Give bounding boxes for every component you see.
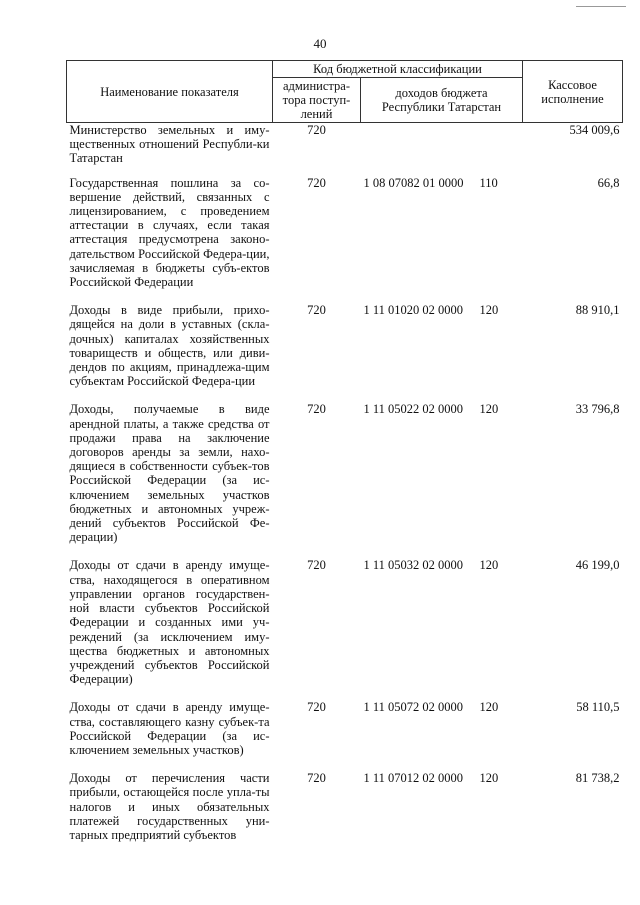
row-amount: 33 796,8 (575, 402, 620, 417)
row-kbk: 1 11 01020 02 0000 (363, 303, 464, 318)
row-subcode: 120 (479, 558, 499, 573)
revenue-table (66, 60, 623, 856)
row-subcode: 120 (479, 771, 499, 786)
table-row (67, 303, 623, 402)
row-revenue-code (361, 176, 523, 304)
row-admin-code: 720 (307, 123, 326, 137)
row-subcode: 120 (479, 700, 499, 715)
page-number: 40 (313, 36, 327, 51)
row-name: Доходы от сдачи в аренду имуще-ства, находящегося в оперативном управлении органов государствен-ной власти субъектов Российской Федерации и созданных ими уч-реждений (за исключением иму-щества бюджетных и автономных учреждений субъектов Российской Федерации) (69, 558, 270, 687)
row-name: Доходы от перечисления части прибыли, остающейся после упла-ты налогов и иных обязательных платежей государственных уни-тарных предприятий субъектов (69, 771, 270, 842)
row-kbk: 1 11 05072 02 0000 (363, 700, 464, 715)
row-name: Министерство земельных и иму-щественных отношений Республи-ки Татарстан (69, 123, 270, 166)
row-admin-code: 720 (307, 771, 326, 786)
header-row-1 (67, 61, 623, 78)
row-subcode: 120 (479, 303, 499, 318)
row-revenue-code (361, 700, 523, 771)
row-admin-code: 720 (307, 402, 326, 417)
header-revenue-code: доходов бюджета Республики Татарстан (361, 78, 523, 123)
row-amount: 534 009,6 (569, 123, 620, 137)
row-name: Доходы в виде прибыли, прихо-дящейся на доли в уставных (скла-дочных) капиталах хозяйственных товариществ и обществ, или диви-дендов по акциям, принадлежа-щим субъектам Российской Федера-ции (69, 303, 270, 389)
table-row (67, 558, 623, 700)
row-amount: 66,8 (597, 175, 620, 190)
row-amount: 88 910,1 (575, 303, 620, 318)
table-row (67, 700, 623, 771)
row-kbk: 1 11 07012 02 0000 (363, 771, 464, 786)
row-revenue-code (361, 402, 523, 558)
row-subcode: 120 (479, 402, 499, 417)
row-name: Доходы, получаемые в виде арендной платы, а также средства от продажи права на заключение договоров аренды за земли, нахо-дящиеся в собственности субъек-тов Российской Федерации (за ис-ключением земельных участков бюджетных и автономных учреж-дений субъектов Российской Фе-дерации) (69, 402, 270, 545)
table-row (67, 771, 623, 856)
row-kbk: 1 08 07082 01 0000 (363, 175, 464, 190)
row-revenue-code (361, 303, 523, 402)
header-execution: Кассовое исполнение (523, 61, 623, 123)
row-amount: 81 738,2 (575, 771, 620, 786)
row-revenue-code (361, 771, 523, 856)
row-amount: 46 199,0 (575, 558, 620, 573)
table-row (67, 123, 623, 176)
header-admin: администра-тора поступ-лений (273, 78, 361, 123)
row-admin-code: 720 (307, 303, 326, 318)
row-admin-code: 720 (307, 700, 326, 715)
row-revenue-code (361, 558, 523, 700)
table-body (67, 123, 623, 857)
table-row (67, 402, 623, 558)
row-admin-code: 720 (307, 175, 326, 190)
table-row (67, 176, 623, 304)
row-amount: 58 110,5 (576, 700, 620, 715)
row-kbk: 1 11 05022 02 0000 (363, 402, 464, 417)
row-revenue-code (361, 123, 523, 176)
row-subcode: 110 (479, 175, 498, 190)
header-classification: Код бюджетной классификации (273, 61, 523, 78)
row-admin-code: 720 (307, 558, 326, 573)
header-name: Наименование показателя (67, 61, 273, 123)
row-kbk: 1 11 05032 02 0000 (363, 558, 464, 573)
row-name: Доходы от сдачи в аренду имуще-ства, составляющего казну субъек-та Российской Федерации (за ис-ключением земельных участков) (69, 700, 270, 757)
corner-mark (576, 6, 626, 7)
row-name: Государственная пошлина за со-вершение действий, связанных с лицензированием, с проведением аттестации в случаях, если такая аттестация предусмотрена законо-дательством Российской Федера-ции, зачисляемая в бюджеты субъ-ектов Российской Федерации (69, 175, 270, 290)
